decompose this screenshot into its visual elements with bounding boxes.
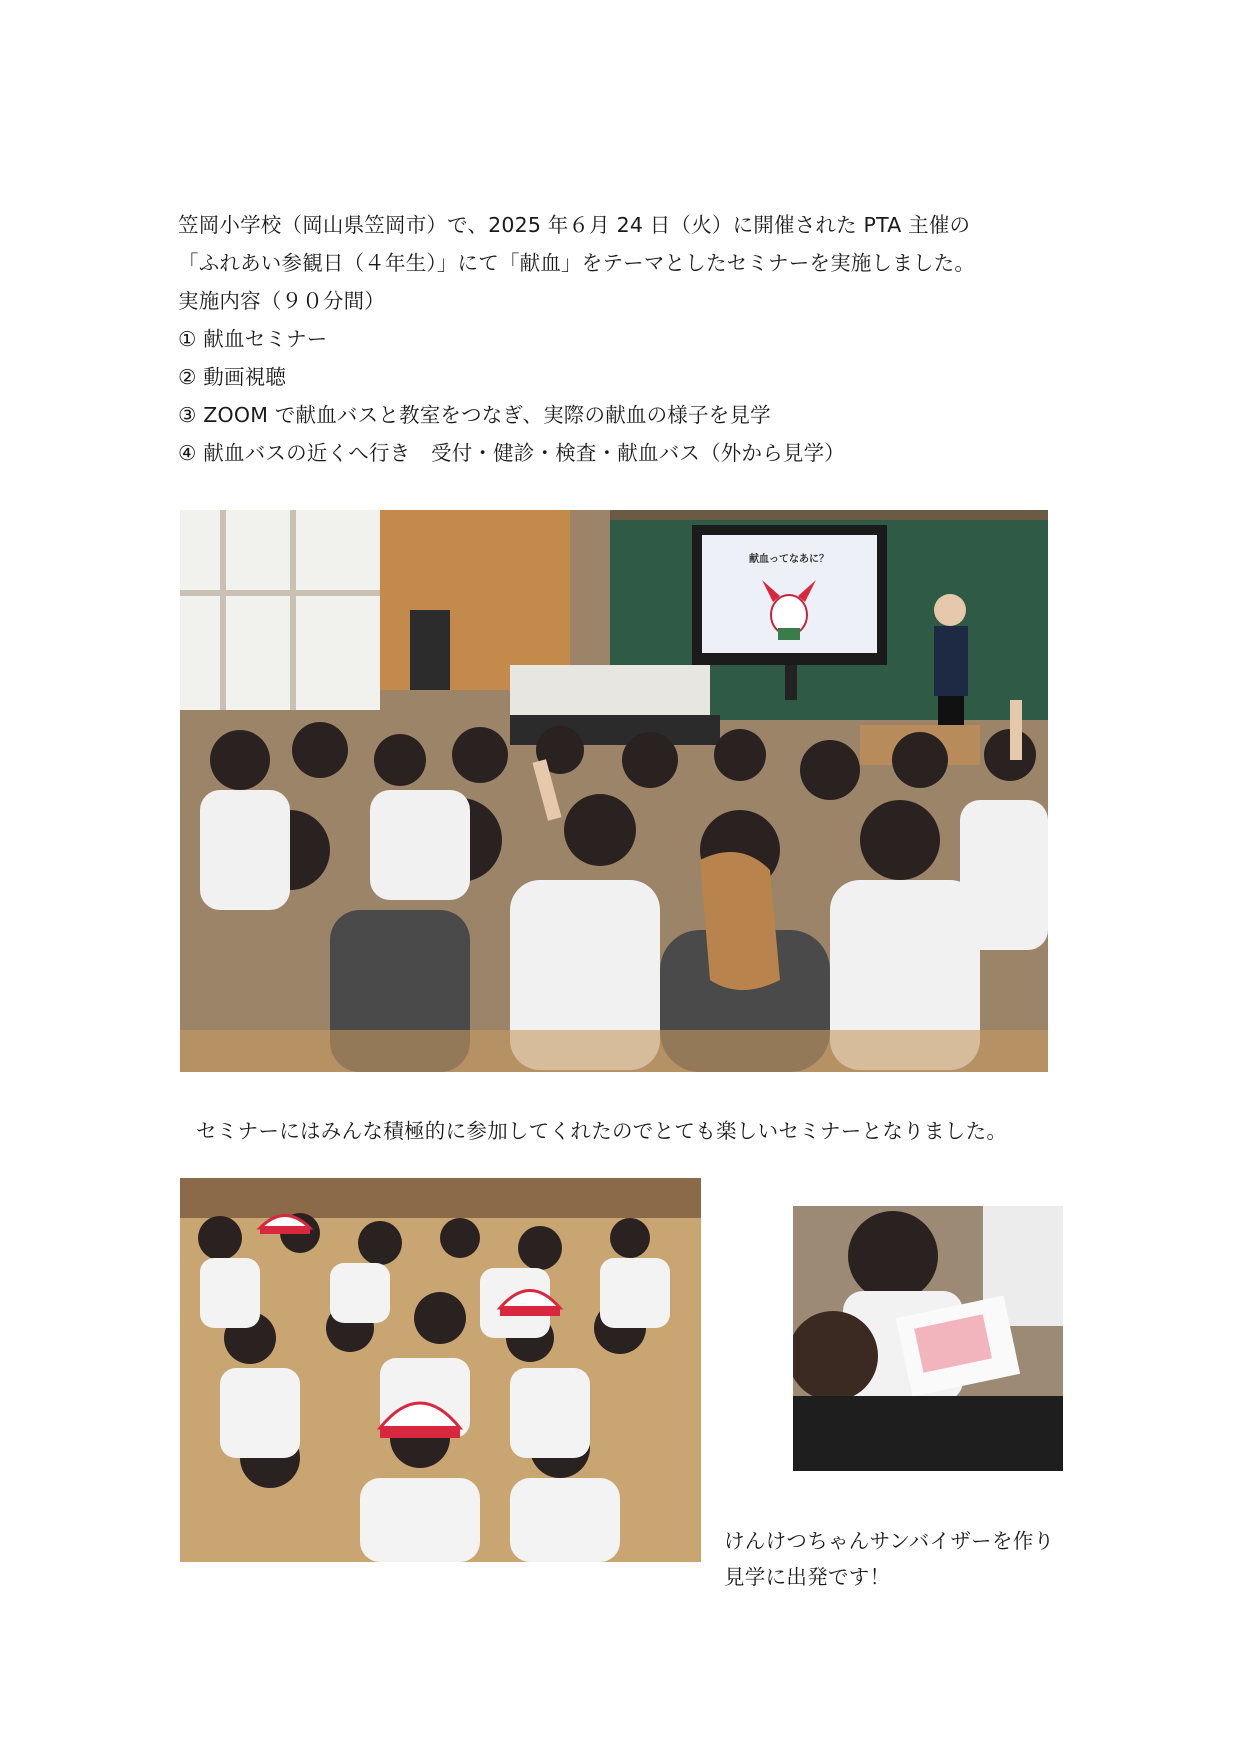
- teacher-figure: [934, 594, 968, 726]
- student-reading-photo: [793, 1206, 1063, 1471]
- program-title: 実施内容（９０分間）: [178, 289, 385, 313]
- visor-caption-line-2: 見学に出発です！: [724, 1565, 891, 1589]
- seminar-caption: セミナーにはみんな積極的に参加してくれたのでとても楽しいセミナーとなりました。: [196, 1119, 1008, 1143]
- program-item-3: ③ ZOOM で献血バスと教室をつなぎ、実際の献血の様子を見学: [178, 403, 771, 427]
- slide-title-text: 献血ってなあに？: [749, 554, 829, 565]
- seminar-classroom-photo: [180, 510, 1048, 1072]
- program-item-2: ② 動画視聴: [178, 365, 287, 389]
- intro-text: [178, 206, 1078, 472]
- program-item-1: ① 献血セミナー: [178, 327, 328, 351]
- intro-line-1: 笠岡小学校（岡山県笠岡市）で、2025 年６月 24 日（火）に開催された PTA 主催の: [178, 213, 971, 237]
- intro-line-2: 「ふれあい参観日（４年生）」にて「献血」をテーマとしたセミナーを実施しました。: [178, 251, 976, 275]
- program-item-4: ④ 献血バスの近くへ行き 受付・健診・検査・献血バス（外から見学）: [178, 441, 845, 465]
- visor-caption-line-1: けんけつちゃんサンバイザーを作り: [724, 1529, 1055, 1553]
- visor-students-photo: [180, 1178, 701, 1562]
